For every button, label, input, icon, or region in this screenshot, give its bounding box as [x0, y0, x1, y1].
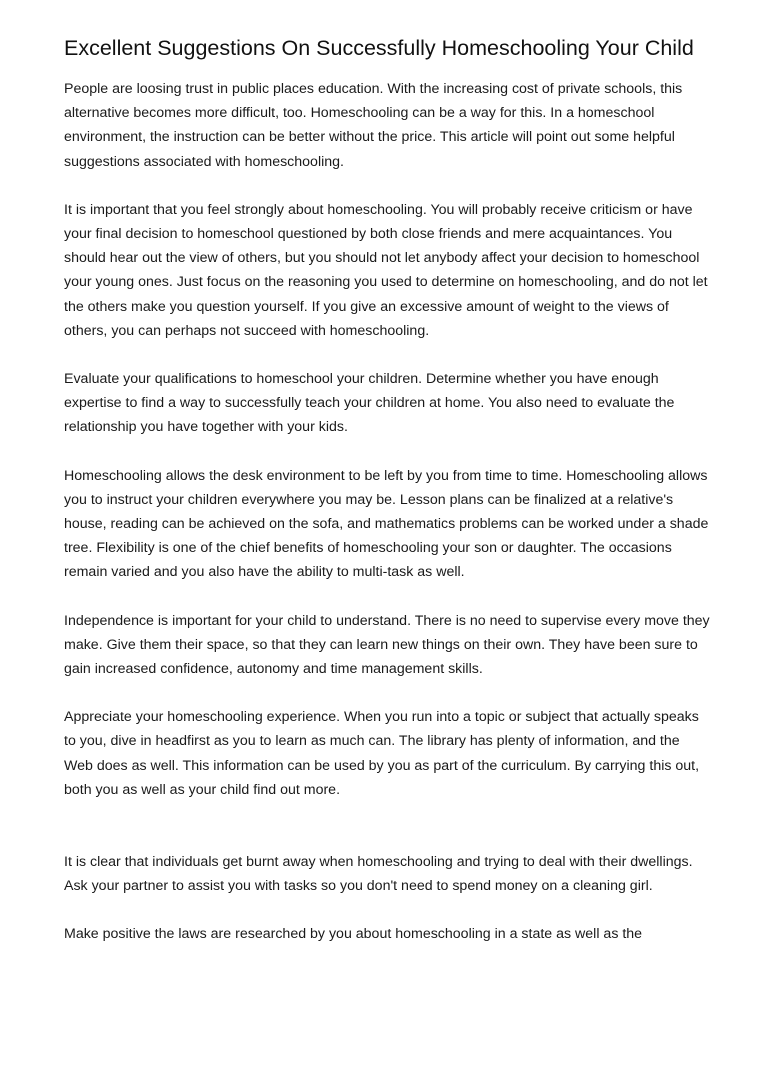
paragraph-appreciate: Appreciate your homeschooling experience. When you run into a topic or subject that actually speaks to you, dive in headfirst as you to learn as much can. The library has plenty of information, and the Web does as well. This information can be used by you as part of the curriculum. By carrying this out, both you as well as your child find out more. [64, 709, 700, 798]
paragraph-housework: It is clear that individuals get burnt away when homeschooling and trying to deal with their dwellings. Ask your partner to assist you with tasks so you don't need to spend money on a cleaning girl. [64, 854, 693, 895]
document-page [64, 36, 712, 971]
paragraph-intro: People are loosing trust in public places education. With the increasing cost of private schools, this alternative becomes more difficult, too. Homeschooling can be a way for this. In a homeschool environment, the instruction can be better without the price. This article will point out some helpful suggestions associated with homeschooling. [64, 81, 683, 170]
paragraph-conviction: It is important that you feel strongly about homeschooling. You will probably receive criticism or have your final decision to homeschool questioned by both close friends and mere acquaintances. You should hear out the view of others, but you should not let anybody affect your decision to homeschool your young ones. Just focus on the reasoning you used to determine on homeschooling, and do not let the others make you question yourself. If you give an excessive amount of weight to the views of others, you can perhaps not succeed with homeschooling. [64, 201, 708, 339]
paragraph-qualifications: Evaluate your qualifications to homeschool your children. Determine whether you have enough expertise to find a way to successfully teach your children at home. You also need to evaluate the relationship you have together with your kids. [64, 371, 675, 436]
document-title: Excellent Suggestions On Successfully Homeschooling Your Child [64, 36, 694, 60]
paragraph-flexibility: Homeschooling allows the desk environment to be left by you from time to time. Homeschooling allows you to instruct your children everywhere you may be. Lesson plans can be finalized at a relative's house, reading can be achieved on the sofa, and mathematics problems can be worked under a shade tree. Flexibility is one of the chief benefits of homeschooling your son or daughter. The occasions remain varied and you also have the ability to multi-task as well. [64, 467, 709, 581]
paragraph-laws: Make positive the laws are researched by you about homeschooling in a state as well as the [64, 926, 643, 943]
paragraph-independence: Independence is important for your child to understand. There is no need to supervise every move they make. Give them their space, so that they can learn new things on their own. They have been sure to gain increased confidence, autonomy and time management skills. [64, 612, 710, 678]
